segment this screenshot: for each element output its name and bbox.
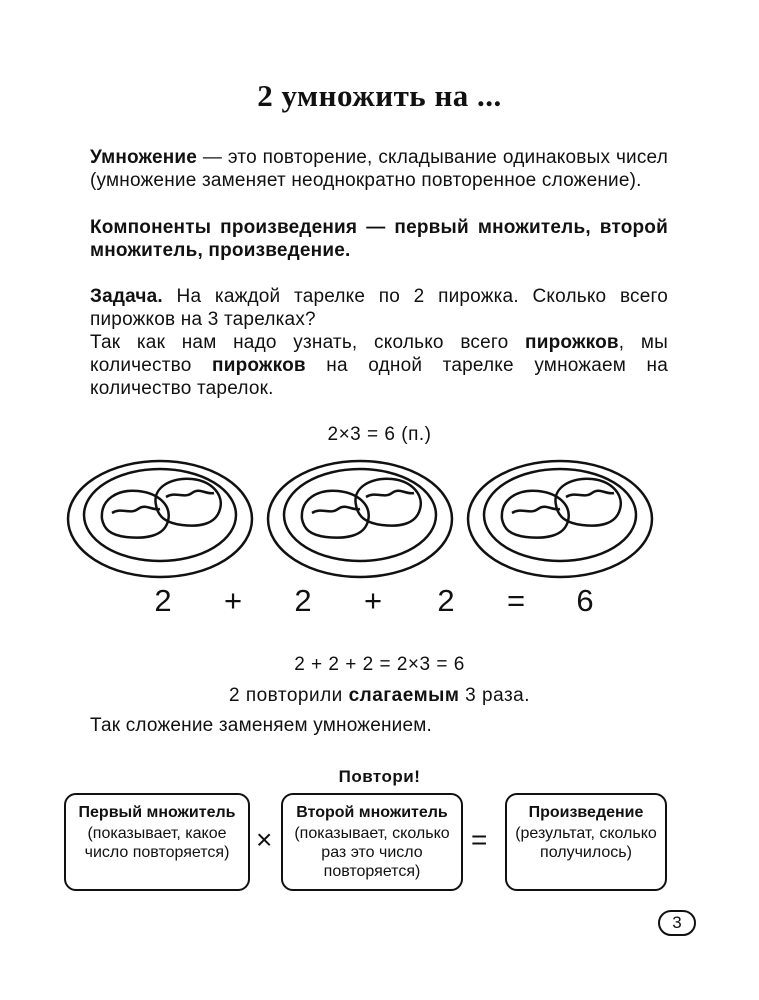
second-factor-box [281, 793, 463, 891]
explanation-paragraph [90, 331, 668, 400]
sum-term-2: 2 [294, 583, 312, 618]
repeat-text-1: 2 повторили [228, 685, 349, 706]
explanation-text-3: на одной тарелке умножаем на количество тарелок. [90, 355, 668, 399]
components-paragraph: Компоненты произведения — первый множитель, второй множитель, произведение. [90, 217, 668, 261]
review-heading: Повтори! [338, 767, 421, 786]
sum-row [0, 583, 759, 623]
repeat-text-2: 3 раза. [459, 685, 531, 706]
explanation-text-2: , мы количество [90, 332, 669, 376]
equals-sign: = [471, 824, 488, 855]
repeat-bold: слагаемым [348, 685, 460, 706]
explanation-bold-2: пирожков [212, 355, 306, 376]
plates-illustration [60, 455, 670, 585]
plate-1 [68, 461, 252, 577]
second-factor-title: Второй множитель [296, 804, 448, 821]
definition-term: Умножение [90, 147, 198, 168]
sum-plus-1: + [223, 583, 243, 618]
sum-plus-2: + [363, 583, 383, 618]
sum-result: 6 [576, 583, 594, 618]
multiply-sign: × [256, 824, 273, 855]
sum-term-3: 2 [437, 583, 455, 618]
task-text: На каждой тарелке по 2 пирожка. Сколько всего пирожков на 3 тарелках? [90, 286, 668, 330]
second-factor-text: (показывает, сколько раз это число повторяется) [294, 825, 450, 880]
page-number: 3 [658, 910, 696, 936]
first-factor-title: Первый множитель [78, 804, 236, 821]
conclusion: Так сложение заменяем умножением. [90, 715, 432, 736]
explanation-bold-1: пирожков [525, 332, 619, 353]
equation: 2 + 2 + 2 = 2×3 = 6 [294, 654, 465, 675]
first-factor-box [64, 793, 250, 891]
first-factor-text: (показывает, какое число повторяется) [84, 825, 230, 861]
product-box [505, 793, 667, 891]
task-label: Задача. [90, 286, 163, 307]
definition-text: — это повторение, складывание одинаковых чисел (умножение заменяет неоднократно повторенное сложение). [90, 147, 668, 191]
task-paragraph [90, 285, 668, 331]
page-title: 2 умножить на ... [257, 78, 502, 113]
plate-3 [468, 461, 652, 577]
sum-term-1: 2 [154, 583, 172, 618]
product-title: Произведение [528, 804, 644, 821]
definition-paragraph [90, 146, 668, 192]
explanation-text-1: Так как нам надо узнать, сколько всего [90, 332, 526, 353]
sum-equals: = [506, 583, 526, 618]
formula: 2×3 = 6 (п.) [327, 424, 432, 445]
repeat-line [0, 685, 759, 707]
plate-2 [268, 461, 452, 577]
product-text: (результат, сколько получилось) [515, 825, 657, 861]
